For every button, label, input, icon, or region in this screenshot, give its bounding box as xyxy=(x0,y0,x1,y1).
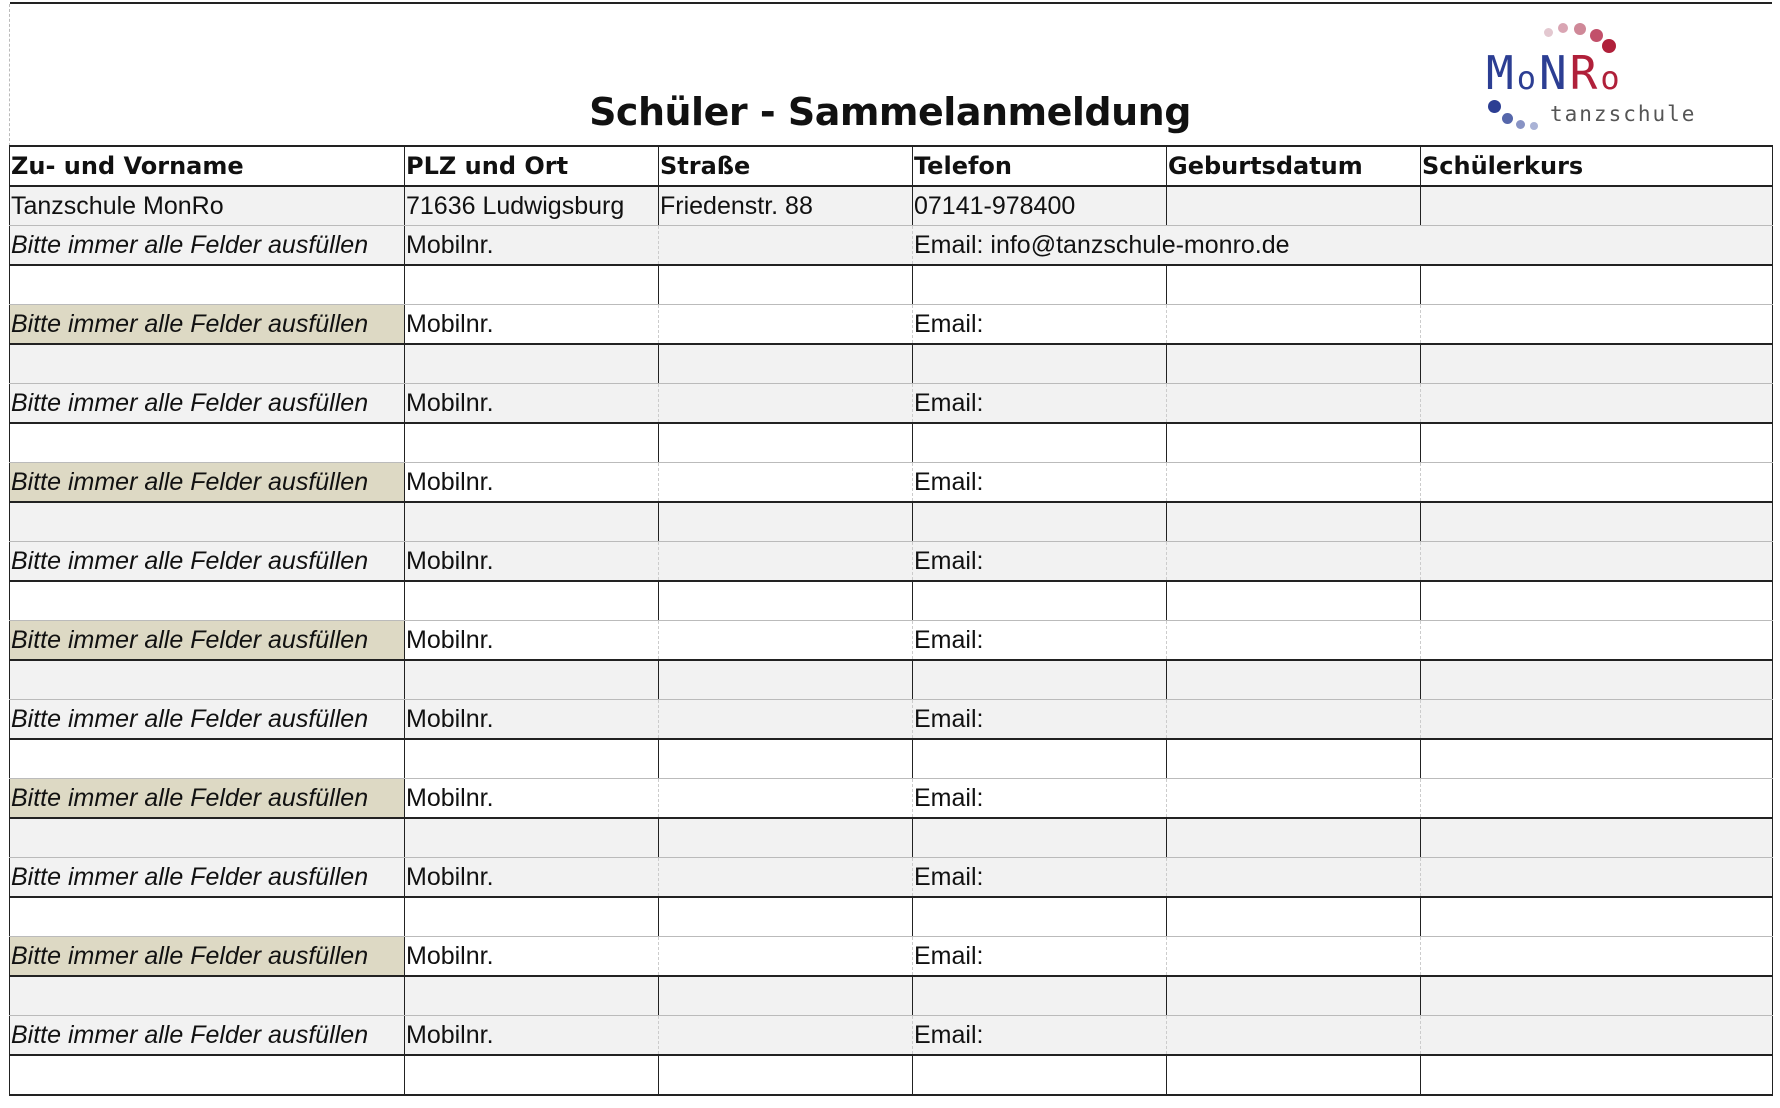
student-entry-row xyxy=(10,739,1773,779)
student-schuelerkurs-cell[interactable] xyxy=(1421,897,1773,937)
student-entry-row xyxy=(10,344,1773,384)
student-email-label-cell: Email: xyxy=(913,858,1167,898)
student-mobile-label-cell: Mobilnr. xyxy=(405,305,659,345)
header-name: Zu- und Vorname xyxy=(10,146,405,186)
student-info-row xyxy=(10,621,1773,661)
student-name-cell[interactable] xyxy=(10,818,405,858)
student-info-row xyxy=(10,858,1773,898)
student-info-row xyxy=(10,305,1773,345)
student-schuelerkurs-cell[interactable] xyxy=(1421,265,1773,305)
student-strasse-cell[interactable] xyxy=(659,739,913,779)
student-entry-row xyxy=(10,1055,1773,1095)
student-note-cell: Bitte immer alle Felder ausfüllen xyxy=(10,858,405,898)
student-geburtsdatum-cell[interactable] xyxy=(1167,502,1421,542)
student-schuelerkurs-cell[interactable] xyxy=(1421,818,1773,858)
student-schuelerkurs-cell[interactable] xyxy=(1421,660,1773,700)
student-mobile-value-cell[interactable] xyxy=(659,621,913,661)
header-geburtsdatum: Geburtsdatum xyxy=(1167,146,1421,186)
student-plz-ort-cell[interactable] xyxy=(405,344,659,384)
student-email-value-cell[interactable] xyxy=(1167,937,1421,977)
student-entry-row xyxy=(10,976,1773,1016)
student-email-value-cell[interactable] xyxy=(1421,542,1773,582)
student-telefon-cell[interactable] xyxy=(913,423,1167,463)
student-email-label-cell: Email: xyxy=(913,937,1167,977)
student-schuelerkurs-cell[interactable] xyxy=(1421,423,1773,463)
student-mobile-value-cell[interactable] xyxy=(659,463,913,503)
student-note-cell: Bitte immer alle Felder ausfüllen xyxy=(10,700,405,740)
student-telefon-cell[interactable] xyxy=(913,739,1167,779)
student-mobile-label-cell: Mobilnr. xyxy=(405,463,659,503)
student-note-cell: Bitte immer alle Felder ausfüllen xyxy=(10,463,405,503)
student-plz-ort-cell[interactable] xyxy=(405,581,659,621)
student-info-row xyxy=(10,937,1773,977)
student-plz-ort-cell[interactable] xyxy=(405,818,659,858)
example-email-cell: Email: info@tanzschule-monro.de xyxy=(913,226,1773,266)
student-entry-row xyxy=(10,502,1773,542)
header-telefon: Telefon xyxy=(913,146,1167,186)
header-schuelerkurs: Schülerkurs xyxy=(1421,146,1773,186)
example-name-cell: Tanzschule MonRo xyxy=(10,186,405,226)
student-entry-row xyxy=(10,660,1773,700)
registration-table xyxy=(9,145,1773,1096)
student-email-value-cell[interactable] xyxy=(1421,463,1773,503)
logo-subtitle: tanzschule xyxy=(1550,102,1697,126)
student-mobile-value-cell[interactable] xyxy=(659,858,913,898)
student-strasse-cell[interactable] xyxy=(659,265,913,305)
student-entry-row xyxy=(10,818,1773,858)
student-mobile-label-cell: Mobilnr. xyxy=(405,1016,659,1056)
example-birthdate-cell xyxy=(1167,186,1421,226)
student-mobile-value-cell[interactable] xyxy=(659,384,913,424)
student-geburtsdatum-cell[interactable] xyxy=(1167,660,1421,700)
student-name-cell[interactable] xyxy=(10,739,405,779)
page-title: Schüler - Sammelanmeldung xyxy=(589,90,1191,134)
student-telefon-cell[interactable] xyxy=(913,976,1167,1016)
student-email-value-cell[interactable] xyxy=(1167,779,1421,819)
logo-letter: R xyxy=(1569,46,1601,100)
student-plz-ort-cell[interactable] xyxy=(405,502,659,542)
student-info-row xyxy=(10,700,1773,740)
logo-letter: o xyxy=(1600,59,1623,97)
student-mobile-value-cell[interactable] xyxy=(659,1016,913,1056)
student-geburtsdatum-cell[interactable] xyxy=(1167,739,1421,779)
student-name-cell[interactable] xyxy=(10,344,405,384)
example-row xyxy=(10,186,1773,226)
student-schuelerkurs-cell[interactable] xyxy=(1421,502,1773,542)
student-note-cell: Bitte immer alle Felder ausfüllen xyxy=(10,305,405,345)
student-email-value-cell[interactable] xyxy=(1421,384,1773,424)
page-top-border xyxy=(10,2,1772,4)
student-mobile-value-cell[interactable] xyxy=(659,542,913,582)
student-email-value-cell[interactable] xyxy=(1421,779,1773,819)
student-name-cell[interactable] xyxy=(10,265,405,305)
student-email-label-cell: Email: xyxy=(913,305,1167,345)
student-email-value-cell[interactable] xyxy=(1167,463,1421,503)
student-email-value-cell[interactable] xyxy=(1421,621,1773,661)
student-name-cell[interactable] xyxy=(10,1055,405,1095)
student-mobile-label-cell: Mobilnr. xyxy=(405,621,659,661)
student-note-cell: Bitte immer alle Felder ausfüllen xyxy=(10,779,405,819)
student-mobile-label-cell: Mobilnr. xyxy=(405,779,659,819)
student-strasse-cell[interactable] xyxy=(659,1055,913,1095)
student-name-cell[interactable] xyxy=(10,423,405,463)
student-mobile-label-cell: Mobilnr. xyxy=(405,858,659,898)
student-geburtsdatum-cell[interactable] xyxy=(1167,265,1421,305)
student-geburtsdatum-cell[interactable] xyxy=(1167,423,1421,463)
student-email-value-cell[interactable] xyxy=(1167,542,1421,582)
student-entry-row xyxy=(10,581,1773,621)
student-note-cell: Bitte immer alle Felder ausfüllen xyxy=(10,542,405,582)
student-name-cell[interactable] xyxy=(10,897,405,937)
student-email-label-cell: Email: xyxy=(913,542,1167,582)
student-schuelerkurs-cell[interactable] xyxy=(1421,1055,1773,1095)
student-schuelerkurs-cell[interactable] xyxy=(1421,581,1773,621)
student-mobile-value-cell[interactable] xyxy=(659,700,913,740)
student-email-value-cell[interactable] xyxy=(1421,937,1773,977)
student-entry-row xyxy=(10,265,1773,305)
logo-letter: o xyxy=(1516,59,1539,97)
student-geburtsdatum-cell[interactable] xyxy=(1167,976,1421,1016)
student-strasse-cell[interactable] xyxy=(659,423,913,463)
logo-wordmark xyxy=(1486,46,1623,100)
student-plz-ort-cell[interactable] xyxy=(405,739,659,779)
student-email-value-cell[interactable] xyxy=(1421,858,1773,898)
student-email-value-cell[interactable] xyxy=(1167,858,1421,898)
student-plz-ort-cell[interactable] xyxy=(405,660,659,700)
student-geburtsdatum-cell[interactable] xyxy=(1167,897,1421,937)
student-info-row xyxy=(10,384,1773,424)
student-geburtsdatum-cell[interactable] xyxy=(1167,1055,1421,1095)
student-name-cell[interactable] xyxy=(10,581,405,621)
student-strasse-cell[interactable] xyxy=(659,976,913,1016)
student-plz-ort-cell[interactable] xyxy=(405,265,659,305)
student-mobile-label-cell: Mobilnr. xyxy=(405,937,659,977)
student-email-value-cell[interactable] xyxy=(1421,1016,1773,1056)
student-name-cell[interactable] xyxy=(10,976,405,1016)
student-name-cell[interactable] xyxy=(10,660,405,700)
student-plz-ort-cell[interactable] xyxy=(405,897,659,937)
student-strasse-cell[interactable] xyxy=(659,581,913,621)
student-mobile-value-cell[interactable] xyxy=(659,305,913,345)
student-info-row xyxy=(10,542,1773,582)
example-info-row xyxy=(10,226,1773,266)
header-row xyxy=(10,146,1773,186)
student-mobile-value-cell[interactable] xyxy=(659,779,913,819)
student-email-value-cell[interactable] xyxy=(1167,700,1421,740)
monro-logo xyxy=(1474,14,1697,144)
student-email-value-cell[interactable] xyxy=(1167,305,1421,345)
student-email-label-cell: Email: xyxy=(913,1016,1167,1056)
student-geburtsdatum-cell[interactable] xyxy=(1167,344,1421,384)
student-schuelerkurs-cell[interactable] xyxy=(1421,976,1773,1016)
logo-letter: N xyxy=(1538,46,1570,100)
student-strasse-cell[interactable] xyxy=(659,502,913,542)
student-strasse-cell[interactable] xyxy=(659,818,913,858)
student-email-value-cell[interactable] xyxy=(1167,1016,1421,1056)
student-strasse-cell[interactable] xyxy=(659,344,913,384)
student-telefon-cell[interactable] xyxy=(913,581,1167,621)
student-telefon-cell[interactable] xyxy=(913,818,1167,858)
student-strasse-cell[interactable] xyxy=(659,897,913,937)
student-mobile-label-cell: Mobilnr. xyxy=(405,700,659,740)
example-mobile-cell: Mobilnr. xyxy=(405,226,659,266)
student-telefon-cell[interactable] xyxy=(913,265,1167,305)
example-plz-cell: 71636 Ludwigsburg xyxy=(405,186,659,226)
student-email-label-cell: Email: xyxy=(913,779,1167,819)
student-name-cell[interactable] xyxy=(10,502,405,542)
student-note-cell: Bitte immer alle Felder ausfüllen xyxy=(10,384,405,424)
student-entry-row xyxy=(10,423,1773,463)
student-email-label-cell: Email: xyxy=(913,700,1167,740)
student-mobile-label-cell: Mobilnr. xyxy=(405,542,659,582)
student-email-value-cell[interactable] xyxy=(1167,621,1421,661)
example-street-cell: Friedenstr. 88 xyxy=(659,186,913,226)
student-plz-ort-cell[interactable] xyxy=(405,423,659,463)
student-note-cell: Bitte immer alle Felder ausfüllen xyxy=(10,937,405,977)
student-note-cell: Bitte immer alle Felder ausfüllen xyxy=(10,1016,405,1056)
student-mobile-value-cell[interactable] xyxy=(659,937,913,977)
logo-letter: M xyxy=(1486,46,1517,100)
student-plz-ort-cell[interactable] xyxy=(405,1055,659,1095)
student-telefon-cell[interactable] xyxy=(913,897,1167,937)
student-geburtsdatum-cell[interactable] xyxy=(1167,581,1421,621)
example-note-cell: Bitte immer alle Felder ausfüllen xyxy=(10,226,405,266)
student-info-row xyxy=(10,1016,1773,1056)
student-mobile-label-cell: Mobilnr. xyxy=(405,384,659,424)
header-strasse: Straße xyxy=(659,146,913,186)
student-info-row xyxy=(10,463,1773,503)
student-info-row xyxy=(10,779,1773,819)
student-email-label-cell: Email: xyxy=(913,463,1167,503)
student-schuelerkurs-cell[interactable] xyxy=(1421,739,1773,779)
student-telefon-cell[interactable] xyxy=(913,660,1167,700)
student-strasse-cell[interactable] xyxy=(659,660,913,700)
student-email-value-cell[interactable] xyxy=(1167,384,1421,424)
student-email-value-cell[interactable] xyxy=(1421,700,1773,740)
example-mobile-value-cell xyxy=(659,226,913,266)
student-telefon-cell[interactable] xyxy=(913,1055,1167,1095)
example-phone-cell: 07141-978400 xyxy=(913,186,1167,226)
student-plz-ort-cell[interactable] xyxy=(405,976,659,1016)
student-geburtsdatum-cell[interactable] xyxy=(1167,818,1421,858)
student-telefon-cell[interactable] xyxy=(913,344,1167,384)
student-note-cell: Bitte immer alle Felder ausfüllen xyxy=(10,621,405,661)
student-telefon-cell[interactable] xyxy=(913,502,1167,542)
student-entry-row xyxy=(10,897,1773,937)
student-email-label-cell: Email: xyxy=(913,621,1167,661)
student-email-value-cell[interactable] xyxy=(1421,305,1773,345)
header-plz-ort: PLZ und Ort xyxy=(405,146,659,186)
student-schuelerkurs-cell[interactable] xyxy=(1421,344,1773,384)
student-email-label-cell: Email: xyxy=(913,384,1167,424)
example-course-cell xyxy=(1421,186,1773,226)
